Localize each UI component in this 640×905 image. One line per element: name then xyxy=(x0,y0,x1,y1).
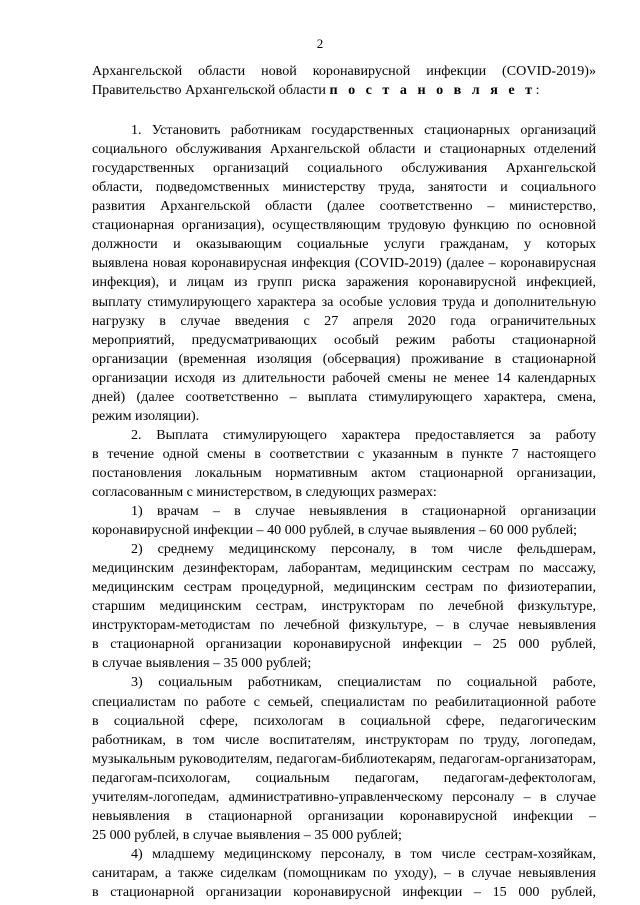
list-item-line: в случае выявления – 35 000 рублей; xyxy=(92,655,312,672)
list-item-line: коронавирусной инфекции – 40 000 рублей, в случае выявления – 60 000 рублей; xyxy=(92,522,578,539)
paragraph-line: инфекция), и лицам из групп риска заражения коронавирусной инфекцией, xyxy=(92,274,596,291)
list-item-line: учителям-логопедам, административно-управленческому персоналу – в случае xyxy=(92,788,596,805)
government-name: Правительство Архангельской области xyxy=(92,82,326,99)
list-item-line: невыявления в стационарной организации коронавирусной инфекции – xyxy=(92,807,596,824)
list-item-line: 3) социальным работникам, специалистам по социальной работе, xyxy=(131,674,596,691)
paragraph-line: социального обслуживания Архангельской области и стационарных отделений xyxy=(92,141,596,158)
list-item-line: музыкальным руководителям, педагогам-библиотекарям, педагогам-организаторам, xyxy=(92,750,596,767)
list-item-line: специалистам по работе с семьей, специалистам по реабилитационной работе xyxy=(92,693,596,710)
list-item-line: 2) среднему медицинскому персоналу, в том числе фельдшерам, xyxy=(131,541,596,558)
paragraph-1 xyxy=(92,121,596,426)
paragraph-line: в течение одной смены в соответствии с указанным в пункте 7 настоящего xyxy=(92,445,596,462)
list-item-line: работникам, в том числе воспитателям, инструкторам по труду, логопедам, xyxy=(92,731,596,748)
list-item-2 xyxy=(92,540,596,673)
document-body xyxy=(92,62,596,902)
list-item-line: педагогам-психологам, социальным педагогам, педагогам-дефектологам, xyxy=(92,769,596,786)
intro-line-decree xyxy=(92,81,596,100)
paragraph-line: мероприятий, предусматривающих особый режим работы стационарной xyxy=(92,331,596,348)
list-item-line: 4) младшему медицинскому персоналу, в том числе сестрам-хозяйкам, xyxy=(131,845,596,862)
list-item-1 xyxy=(92,502,596,540)
paragraph-line: организации (временная изоляция (обсервация) проживание в стационарной xyxy=(92,350,596,367)
decree-colon: : xyxy=(535,82,540,99)
paragraph-line: организации исходя из длительности рабочей смены не менее 14 календарных xyxy=(92,369,596,386)
paragraph-line: нагрузку в случае введения с 27 апреля 2020 года ограничительных xyxy=(92,312,596,329)
paragraph-line: выявлена новая коронавирусная инфекция (COVID-2019) (далее – коронавирусная xyxy=(92,255,596,272)
list-item-line: 1) врачам – в случае невыявления в стационарной организации xyxy=(131,503,596,520)
list-item-line: санитарам, а также сиделкам (помощникам по уходу), – в случае невыявления xyxy=(92,864,596,881)
list-item-line: старшим медицинским сестрам, инструкторам по лечебной физкультуре, xyxy=(92,598,596,615)
paragraph-line: развития Архангельской области (далее соответственно – министерство, xyxy=(92,198,596,215)
paragraph-line: 2. Выплата стимулирующего характера предоставляется за работу xyxy=(131,426,596,443)
list-item-line: в социальной сфере, психологам в социальной сфере, педагогическим xyxy=(92,712,596,729)
list-item-line: медицинским дезинфекторам, лаборантам, медицинским сестрам по массажу, xyxy=(92,560,596,577)
list-item-line: в стационарной организации коронавирусной инфекции – 15 000 рублей, xyxy=(92,883,596,900)
paragraph-line: согласованным с министерством, в следующих размерах: xyxy=(92,483,437,500)
list-item-3 xyxy=(92,673,596,844)
list-item-line: 25 000 рублей, в случае выявления – 35 000 рублей; xyxy=(92,826,402,843)
paragraph-line: должности и оказывающим социальные услуги гражданам, у которых xyxy=(92,236,596,253)
page-number: 2 xyxy=(316,36,324,51)
paragraph-line: 1. Установить работникам государственных стационарных организаций xyxy=(131,122,596,139)
list-item-line: в стационарной организации коронавирусной инфекции – 25 000 рублей, xyxy=(92,636,596,653)
decree-word: п о с т а н о в л я е т xyxy=(329,82,536,99)
list-item-line: медицинским сестрам процедурной, медицинским сестрам по физиотерапии, xyxy=(92,579,596,596)
paragraph-line: дней) (далее соответственно – выплата стимулирующего характера, смена, xyxy=(92,388,596,405)
intro-line: Архангельской области новой коронавирусной инфекции (COVID-2019)» xyxy=(92,63,596,79)
list-item-line: инструкторам-методистам по лечебной физкультуре, – в случае невыявления xyxy=(92,617,596,634)
paragraph-line: постановления локальным нормативным актом стационарной организации, xyxy=(92,464,596,481)
paragraph-line: режим изоляции). xyxy=(92,407,200,424)
paragraph-line: выплату стимулирующего характера за особые условия труда и дополнительную xyxy=(92,293,596,310)
paragraph-line: государственных организаций социального обслуживания Архангельской xyxy=(92,160,596,177)
paragraph-line: области, подведомственных министерству труда, занятости и социального xyxy=(92,179,596,196)
list-item-4 xyxy=(92,845,596,902)
paragraph-line: стационарная организация), осуществляющим трудовую функцию по основной xyxy=(92,217,596,234)
intro-block xyxy=(92,62,596,100)
paragraph-2 xyxy=(92,426,596,502)
